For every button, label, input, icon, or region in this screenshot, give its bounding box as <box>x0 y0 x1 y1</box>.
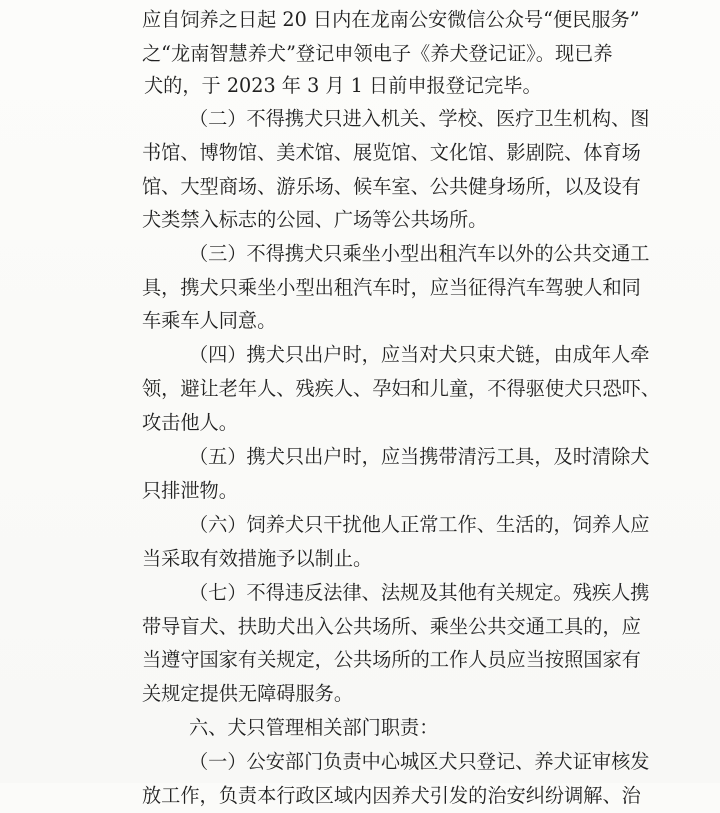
text-line <box>0 406 720 440</box>
text-line <box>0 170 720 204</box>
line-text: （四）携犬只出户时，应当对犬只束犬链，由成年人牵 <box>189 343 650 366</box>
text-line <box>0 102 720 136</box>
line-text: 犬的，于 2023 年 3 月 1 日前申报登记完毕。 <box>144 74 542 97</box>
line-text: 应自饲养之日起 20 日内在龙南公安微信公众号“便民服务” <box>142 8 640 31</box>
text-line <box>0 304 720 338</box>
text-line <box>0 136 720 170</box>
line-text: 当采取有效措施予以制止。 <box>142 547 373 570</box>
line-text: 关规定提供无障碍服务。 <box>142 682 354 705</box>
text-line <box>0 203 720 237</box>
text-line <box>0 576 720 610</box>
line-text: 带导盲犬、扶助犬出入公共场所、乘坐公共交通工具的，应 <box>142 615 641 638</box>
line-text: 犬类禁入标志的公园、广场等公共场所。 <box>142 208 488 231</box>
text-line <box>0 237 720 271</box>
text-line <box>0 508 720 542</box>
text-line <box>0 542 720 576</box>
line-text: （二）不得携犬只进入机关、学校、医疗卫生机构、图 <box>189 107 650 130</box>
line-text: 具，携犬只乘坐小型出租汽车时，应当征得汽车驾驶人和同 <box>142 276 641 299</box>
line-text: （六）饲养犬只干扰他人正常工作、生活的，饲养人应 <box>189 513 650 536</box>
text-line <box>0 37 720 71</box>
line-text: 攻击他人。 <box>142 411 238 434</box>
text-line <box>0 643 720 677</box>
text-line <box>0 3 720 37</box>
line-text: 六、犬只管理相关部门职责： <box>189 716 439 739</box>
text-line <box>0 69 720 103</box>
text-line <box>0 677 720 711</box>
text-line <box>0 338 720 372</box>
line-text: 馆、大型商场、游乐场、候车室、公共健身场所，以及设有 <box>142 175 641 198</box>
line-text: 只排泄物。 <box>142 479 238 502</box>
text-line <box>0 474 720 508</box>
section-heading <box>0 711 720 745</box>
line-text: 书馆、博物馆、美术馆、展览馆、文化馆、影剧院、体育场 <box>142 141 641 164</box>
text-line <box>0 440 720 474</box>
line-text: （五）携犬只出户时，应当携带清污工具，及时清除犬 <box>189 445 650 468</box>
text-line <box>0 271 720 305</box>
text-line <box>0 745 720 779</box>
text-line <box>0 779 720 813</box>
line-text: 之“龙南智慧养犬”登记申领电子《养犬登记证》。现已养 <box>142 42 613 65</box>
line-text: 车乘车人同意。 <box>142 309 277 332</box>
line-text: 领，避让老年人、残疾人、孕妇和儿童，不得驱使犬只恐吓、 <box>142 377 661 400</box>
text-line <box>0 372 720 406</box>
line-text: （一）公安部门负责中心城区犬只登记、养犬证审核发 <box>189 750 650 773</box>
line-text: （七）不得违反法律、法规及其他有关规定。残疾人携 <box>189 581 650 604</box>
line-text: 放工作，负责本行政区域内因养犬引发的治安纠纷调解、治 <box>142 784 641 807</box>
text-line <box>0 610 720 644</box>
line-text: （三）不得携犬只乘坐小型出租汽车以外的公共交通工 <box>189 242 650 265</box>
line-text: 当遵守国家有关规定，公共场所的工作人员应当按照国家有 <box>142 648 641 671</box>
